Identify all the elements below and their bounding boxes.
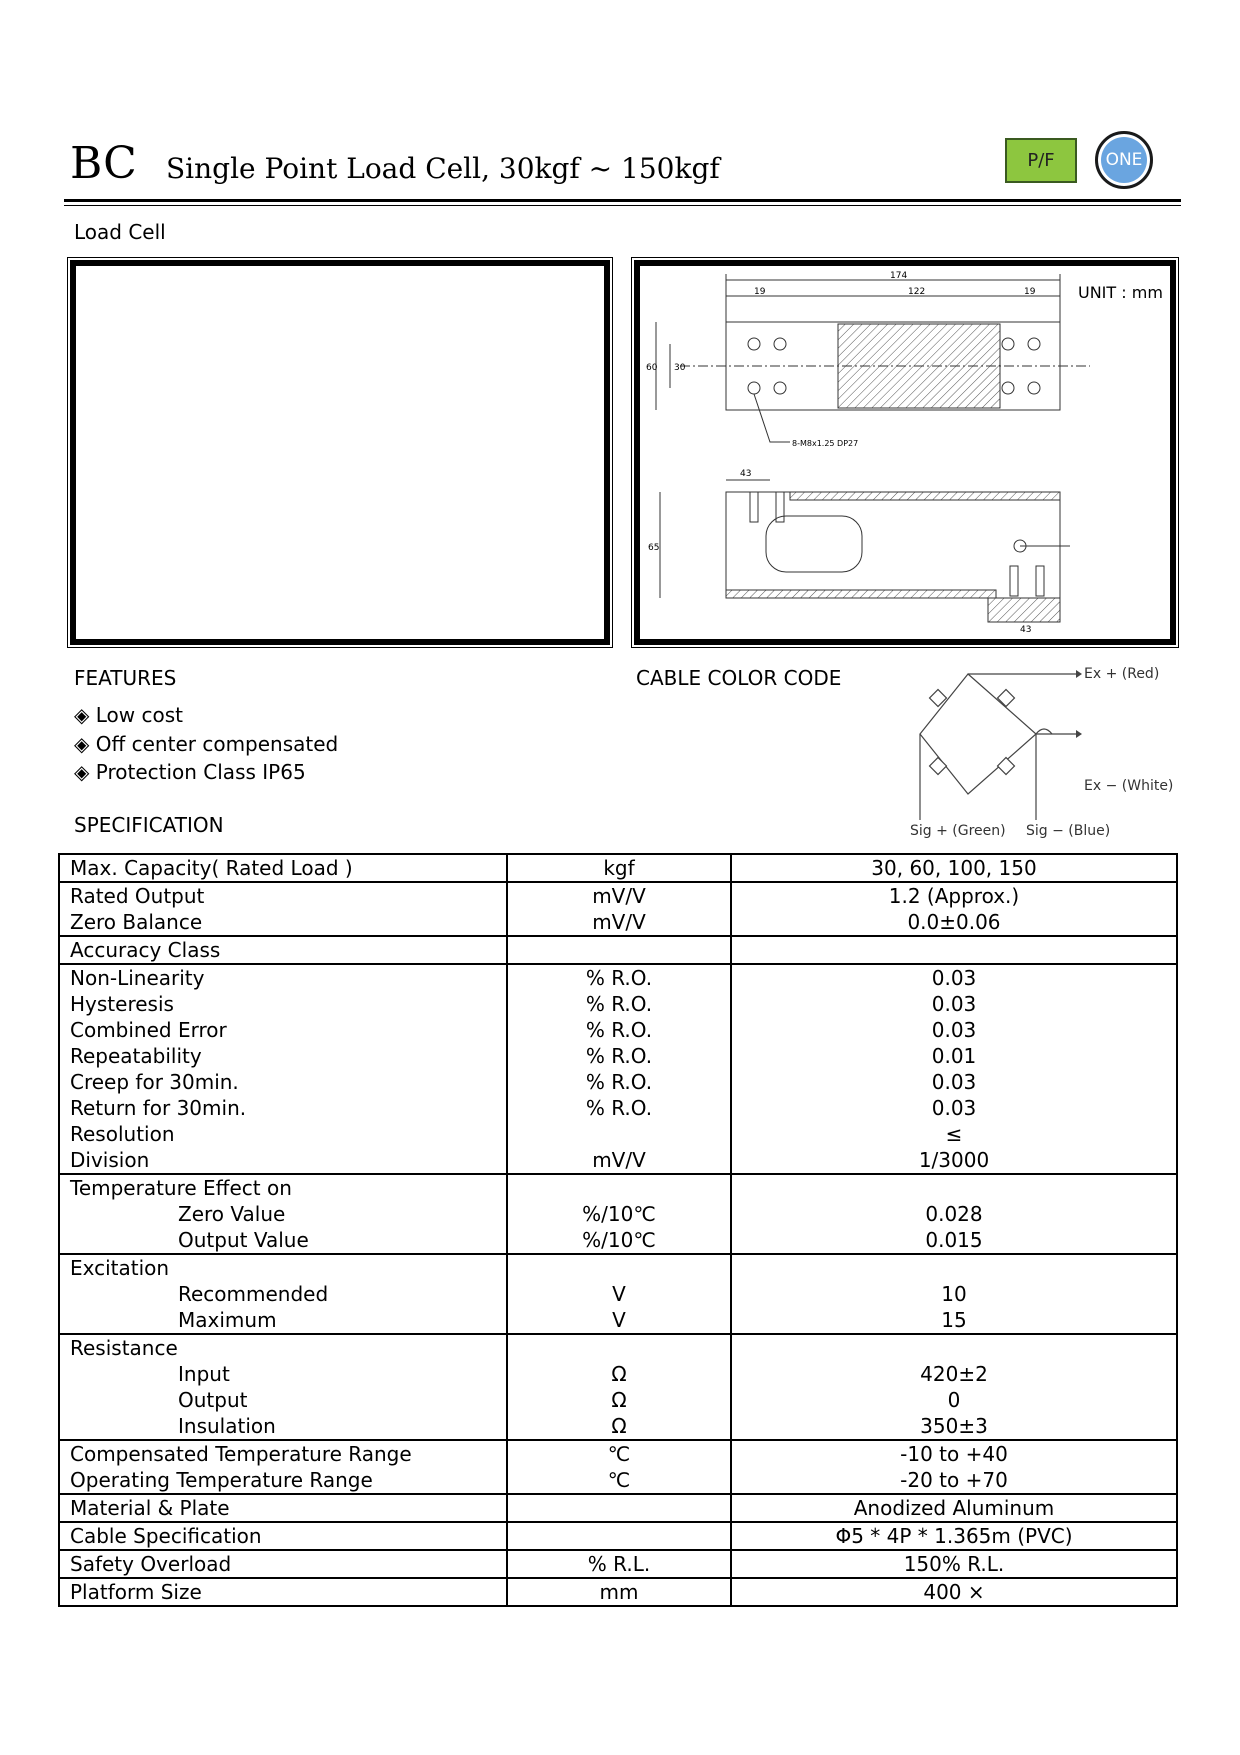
spec-value-cell (731, 1522, 1177, 1550)
spec-unit-cell (507, 1254, 731, 1334)
spec-value: 0.03 (931, 992, 977, 1016)
spec-label-cell (59, 1174, 507, 1254)
spec-unit (518, 937, 720, 963)
spec-unit-cell (507, 854, 731, 882)
spec-row-group (59, 1578, 1177, 1606)
spec-unit: % R.O. (585, 1096, 653, 1120)
section-load-cell-label: Load Cell (74, 220, 166, 244)
spec-unit: % R.O. (585, 1070, 653, 1094)
dim-side-top: 43 (740, 469, 752, 479)
spec-label: Combined Error (70, 1018, 227, 1042)
spec-label: Accuracy Class (70, 938, 221, 962)
spec-unit (518, 1175, 720, 1201)
spec-label-cell (59, 936, 507, 964)
dim-mid: 122 (908, 287, 926, 297)
spec-row-group (59, 964, 1177, 1174)
spec-value: -20 to +70 (900, 1468, 1008, 1492)
spec-unit: V (612, 1308, 626, 1332)
spec-unit: % R.O. (585, 1044, 653, 1068)
spec-unit: mV/V (592, 910, 646, 934)
dim-side-height: 65 (648, 543, 660, 553)
spec-label: Platform Size (70, 1580, 202, 1604)
spec-value: 420±2 (920, 1362, 988, 1386)
spec-row-group (59, 1494, 1177, 1522)
cable-color-code-title: CABLE COLOR CODE (636, 666, 842, 690)
spec-value-cell (731, 936, 1177, 964)
spec-label-cell (59, 1494, 507, 1522)
spec-value: 0 (947, 1388, 961, 1412)
spec-unit-cell (507, 1334, 731, 1440)
one-badge: ONE (1095, 131, 1153, 189)
spec-unit: % R.L. (587, 1552, 651, 1576)
spec-label: Return for 30min. (70, 1096, 247, 1120)
spec-value: 0.03 (931, 966, 977, 990)
spec-unit-cell (507, 1174, 731, 1254)
spec-value (742, 1255, 1166, 1281)
spec-unit-cell (507, 1550, 731, 1578)
header-rule (64, 199, 1181, 202)
spec-label-cell (59, 1550, 507, 1578)
spec-label: Hysteresis (70, 992, 174, 1016)
spec-value: 0.03 (931, 1096, 977, 1120)
spec-label: Max. Capacity( Rated Load ) (70, 856, 353, 880)
spec-label-cell (59, 964, 507, 1174)
feature-item: ◈ Low cost (74, 703, 183, 727)
spec-unit: mV/V (592, 884, 646, 908)
cable-ex-minus: Ex − (White) (1084, 778, 1174, 794)
spec-unit: kgf (603, 856, 635, 880)
spec-label-cell (59, 882, 507, 936)
spec-value-cell (731, 1334, 1177, 1440)
spec-label: Division (70, 1148, 150, 1172)
spec-label-cell (59, 1578, 507, 1606)
pf-badge: P/F (1005, 138, 1077, 183)
spec-label: Excitation (70, 1256, 170, 1280)
spec-label: Material & Plate (70, 1496, 230, 1520)
spec-unit: Ω (611, 1414, 627, 1438)
spec-row-group (59, 1440, 1177, 1494)
spec-label-cell (59, 1440, 507, 1494)
technical-drawing (640, 266, 1170, 638)
spec-value-cell (731, 1254, 1177, 1334)
spec-label: Cable Specification (70, 1524, 262, 1548)
spec-label: Insulation (178, 1414, 276, 1438)
spec-unit: % R.O. (585, 966, 653, 990)
spec-label: Rated Output (70, 884, 205, 908)
spec-label: Input (178, 1362, 230, 1386)
spec-value: 0.0±0.06 (907, 910, 1001, 934)
spec-value: 0.015 (925, 1228, 983, 1252)
spec-value: Φ5 * 4P * 1.365m (PVC) (835, 1524, 1073, 1548)
spec-row-group (59, 1174, 1177, 1254)
spec-unit-cell (507, 1522, 731, 1550)
spec-label-cell (59, 1522, 507, 1550)
model-code: BC (70, 138, 137, 189)
spec-label: Repeatability (70, 1044, 202, 1068)
spec-label: Safety Overload (70, 1552, 232, 1576)
dim-left: 19 (754, 287, 766, 297)
unit-label: UNIT : mm (1078, 283, 1163, 302)
cable-ex-plus: Ex + (Red) (1084, 666, 1160, 682)
spec-unit (518, 1255, 720, 1281)
spec-value: ≤ (945, 1122, 963, 1146)
spec-value: 0.01 (931, 1044, 977, 1068)
spec-row-group (59, 1522, 1177, 1550)
spec-unit: %/10℃ (582, 1202, 656, 1226)
spec-label: Output Value (178, 1228, 309, 1252)
header-rule-thin (64, 205, 1181, 206)
side-view-cutout (766, 516, 862, 572)
spec-row-group (59, 1550, 1177, 1578)
spec-unit (518, 1335, 720, 1361)
spec-value: 30, 60, 100, 150 (871, 856, 1037, 880)
spec-unit (518, 1495, 720, 1521)
spec-label: Operating Temperature Range (70, 1468, 373, 1492)
spec-label: Non-Linearity (70, 966, 205, 990)
spec-unit: ℃ (607, 1442, 631, 1466)
spec-unit: % R.O. (585, 1018, 653, 1042)
spec-label: Resistance (70, 1336, 178, 1360)
spec-unit: mV/V (592, 1148, 646, 1172)
dim-height1: 60 (646, 363, 658, 373)
spec-label: Creep for 30min. (70, 1070, 239, 1094)
spec-label: Resolution (70, 1122, 175, 1146)
spec-label-cell (59, 1254, 507, 1334)
dim-side-bottom: 43 (1020, 625, 1032, 635)
spec-value: 10 (941, 1282, 967, 1306)
spec-value-cell (731, 1494, 1177, 1522)
spec-value: 0.028 (925, 1202, 983, 1226)
spec-unit-cell (507, 1494, 731, 1522)
wheatstone-bridge-diagram (880, 660, 1180, 850)
spec-value: Anodized Aluminum (853, 1496, 1055, 1520)
cable-sig-minus: Sig − (Blue) (1026, 823, 1111, 839)
spec-value (742, 1175, 1166, 1201)
features-title: FEATURES (74, 666, 177, 690)
spec-value-cell (731, 964, 1177, 1174)
spec-unit-cell (507, 1578, 731, 1606)
diamond-bullet-icon: ◈ (74, 703, 96, 727)
diamond-bullet-icon: ◈ (74, 760, 96, 784)
spec-unit-cell (507, 936, 731, 964)
cable-sig-plus: Sig + (Green) (910, 823, 1006, 839)
spec-value-cell (731, 1550, 1177, 1578)
spec-unit: ℃ (607, 1468, 631, 1492)
spec-value (742, 937, 1166, 963)
dim-right: 19 (1024, 287, 1036, 297)
spec-label: Temperature Effect on (70, 1176, 292, 1200)
spec-unit: Ω (611, 1362, 627, 1386)
spec-value: -10 to +40 (900, 1442, 1008, 1466)
page-title: Single Point Load Cell, 30kgf ~ 150kgf (166, 152, 720, 185)
spec-row-group (59, 854, 1177, 882)
load-cell-photo-frame (70, 260, 610, 645)
feature-item: ◈ Protection Class IP65 (74, 760, 306, 784)
spec-value (742, 1335, 1166, 1361)
spec-unit: Ω (611, 1388, 627, 1412)
spec-label: Recommended (178, 1282, 329, 1306)
spec-value-cell (731, 882, 1177, 936)
spec-label-cell (59, 854, 507, 882)
spec-value: 0.03 (931, 1070, 977, 1094)
spec-value: 150% R.L. (903, 1552, 1005, 1576)
spec-value: 1.2 (Approx.) (888, 884, 1020, 908)
diamond-bullet-icon: ◈ (74, 732, 96, 756)
spec-unit-cell (507, 1440, 731, 1494)
spec-row-group (59, 1334, 1177, 1440)
spec-value-cell (731, 1174, 1177, 1254)
specification-title: SPECIFICATION (74, 813, 224, 837)
spec-unit: mm (599, 1580, 639, 1604)
spec-label: Output (178, 1388, 248, 1412)
spec-unit: %/10℃ (582, 1228, 656, 1252)
spec-value-cell (731, 854, 1177, 882)
spec-unit-cell (507, 964, 731, 1174)
spec-value: 400 × (923, 1580, 985, 1604)
spec-value: 15 (941, 1308, 967, 1332)
spec-value-cell (731, 1578, 1177, 1606)
spec-label-cell (59, 1334, 507, 1440)
spec-unit: V (612, 1282, 626, 1306)
specification-table (58, 853, 1178, 1607)
spec-unit-cell (507, 882, 731, 936)
dim-height2: 30 (674, 363, 686, 373)
spec-unit (518, 1523, 720, 1549)
spec-unit: % R.O. (585, 992, 653, 1016)
spec-label: Zero Balance (70, 910, 203, 934)
spec-label: Zero Value (178, 1202, 286, 1226)
feature-item: ◈ Off center compensated (74, 732, 339, 756)
spec-value: 1/3000 (918, 1148, 990, 1172)
spec-value: 0.03 (931, 1018, 977, 1042)
spec-row-group (59, 1254, 1177, 1334)
spec-row-group (59, 882, 1177, 936)
spec-row-group (59, 936, 1177, 964)
spec-unit (518, 1121, 720, 1147)
spec-label: Maximum (178, 1308, 277, 1332)
spec-value-cell (731, 1440, 1177, 1494)
spec-label: Compensated Temperature Range (70, 1442, 412, 1466)
dim-total: 174 (890, 271, 908, 281)
spec-value: 350±3 (920, 1414, 988, 1438)
hole-spec: 8-M8x1.25 DP27 (792, 439, 859, 448)
